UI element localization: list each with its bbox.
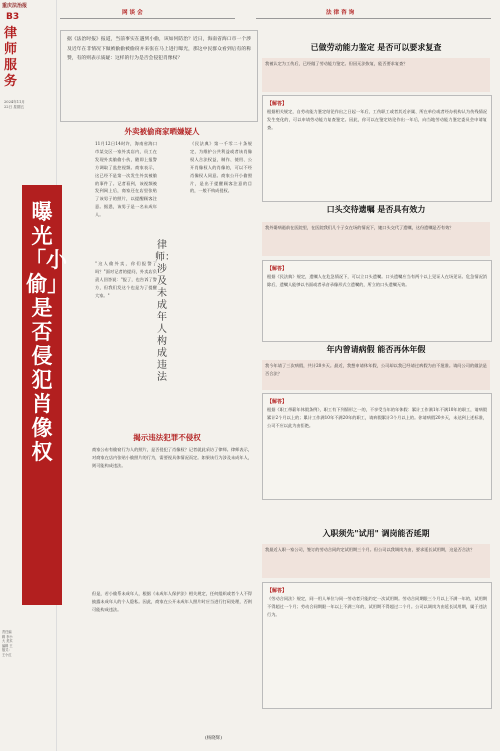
issue-date: 2024年11月22日 星期五 — [4, 100, 25, 109]
qa3-answer-label: 【解答】 — [267, 399, 288, 405]
intro-box — [60, 30, 258, 122]
masthead: 重庆法治报 — [2, 3, 28, 9]
header-right — [256, 8, 491, 19]
intro-text: 据《法治时报》报道，当前事实在遇到小偷，该如何防治？近日，海南省海口市一个涉及近年在非情况下做被偷偷被偷窃并来张在马上进行曝光，那这中民群众看到后有的称赞，有的则表示质疑：这样的行为是否会侵犯肖像权？ — [67, 37, 251, 61]
section1-text2: "这人偷外卖，你们报警了吗？"面对记者的提问，外卖店负责人回答说："报了，也告诉了警方，但我们发这个也是为了提醒大家。" — [95, 261, 157, 298]
qa2-answer-label: 【解答】 — [267, 266, 288, 272]
section2-text: 商家公布有偷窃行为人的照片，是否侵犯了肖像权？记者就此采访了律师。律师表示，对商家在店内张贴小偷照片的行为，需要视具体情况而定。如果该行为涉及未成年人，则可能构成违法。 — [92, 447, 252, 468]
editor-info: 责任编辑 李小大 美术编辑 王 版式：王小红 — [2, 630, 13, 657]
section2-title: 揭示违法犯罪不侵权 — [133, 433, 201, 442]
qa3-question: 我今年请了三次病假，共计20多天。最近，我想申请休年假，公司却以我已经请过病假为由不批准。请问公司的做法是否合法？ — [262, 360, 490, 390]
qa1-answer: 根据相关规定，自劳动能力鉴定结论作出之日起一年后，工伤职工或者其近亲属、所在单位或者经办机构认为伤残情况发生变化的，可以申请劳动能力复查鉴定。因此，你可以在鉴定结论作出一年后，向当地劳动能力鉴定委员会申请复查。 — [267, 109, 487, 130]
qa1-answer-box — [262, 95, 492, 202]
qa1-title: 已做劳动能力鉴定 是否可以要求复查 — [310, 42, 442, 52]
byline: (杨晓辉) — [205, 736, 223, 741]
qa4-answer-label: 【解答】 — [267, 588, 288, 594]
qa3-answer: 根据《职工带薪年休假条例》，职工有下列情形之一的，不享受当年的年休假：累计工作满1年不满10年的职工，请病假累计2个月以上的；累计工作满10年不满20年的职工，请病假累计3个月以上的。你请病假20多天，未达到上述标准，公司不应以此为由拒绝。 — [267, 407, 487, 428]
section2-text2: 《民法典》第一千零二十条规定，为维护公共利益或者该肖像权人合法权益，制作、使用、公开肖像权人的肖像的，可以不经肖像权人同意。商家公开小偷照片，是出于提醒顾客注意的目的，一般不构成侵权。 — [190, 141, 252, 194]
qa4-answer-box — [262, 582, 492, 709]
page-number: B3 — [6, 12, 20, 22]
qa1-answer-label: 【解答】 — [267, 101, 288, 107]
qa2-title: 口头交待遗嘱 是否具有效力 — [326, 204, 426, 214]
header-right-label: 法 律 咨 询 — [326, 10, 355, 16]
qa2-answer: 根据《民法典》规定，遗嘱人在危急情况下，可以立口头遗嘱。口头遗嘱应当有两个以上见证人在场见证。危急情况消除后，遗嘱人能够以书面或者录音录像形式立遗嘱的，所立的口头遗嘱无效。 — [267, 274, 487, 287]
qa3-answer-box — [262, 393, 492, 500]
section-title: 律师服务 — [4, 26, 18, 89]
qa2-answer-box — [262, 260, 492, 342]
qa4-title: 入职须先"试用" 调岗能否延期 — [322, 528, 430, 538]
header-left — [60, 8, 235, 19]
headline: 曝光「小偷」是否侵犯肖像权 — [25, 199, 67, 464]
qa3-title: 年内曾请病假 能否再休年假 — [326, 344, 426, 354]
qa2-question: 我外婆病逝前在医院里，在医院我们几个子女在场的情况下，她口头交代了遗嘱，这份遗嘱是否有效？ — [262, 222, 490, 256]
section2-text3: 但是，若小偷系未成年人，根据《未成年人保护法》相关规定，任何组织或者个人不得披露未成年人的个人隐私。因此，商家在公开未成年人照片时应当进行打码处理，否则可能构成违法。 — [92, 591, 252, 612]
qa1-question: 我被认定为工伤后，已经做了劳动能力鉴定。但因无法恢复，能否要求复查？ — [262, 58, 490, 92]
qa4-answer: 《劳动合同法》规定，同一用人单位与同一劳动者只能约定一次试用期。劳动合同期限三个月以上不满一年的，试用期不得超过一个月；劳动合同期限一年以上不满三年的，试用期不得超过二个月。公司以调岗为由延长试用期，属于违法行为。 — [267, 596, 487, 617]
header-left-label: 网 谈 会 — [122, 10, 143, 16]
qa4-question: 我最近入职一家公司，签订的劳动合同约定试用期三个月。但公司以我调岗为由，要求延长试用期，这是否合法？ — [262, 544, 490, 578]
subtitle: 律师：涉及未成年人构成违法 — [155, 240, 175, 383]
section1-title: 外卖被偷商家晒嫌疑人 — [124, 127, 200, 136]
section1-text: 11月12日14时许，海南省海口市某交区一家外卖店内，员工在发现外卖偷偷小伙，随即上报警方调取了监控视频。商家表示，这已经不是第一次发生外卖被偷的事件了。记者看到，该视频被发到网上后，商家还在店里张贴了该男子的照片，以提醒顾客注意。据悉，该男子是一名未成年人。 — [95, 141, 157, 218]
